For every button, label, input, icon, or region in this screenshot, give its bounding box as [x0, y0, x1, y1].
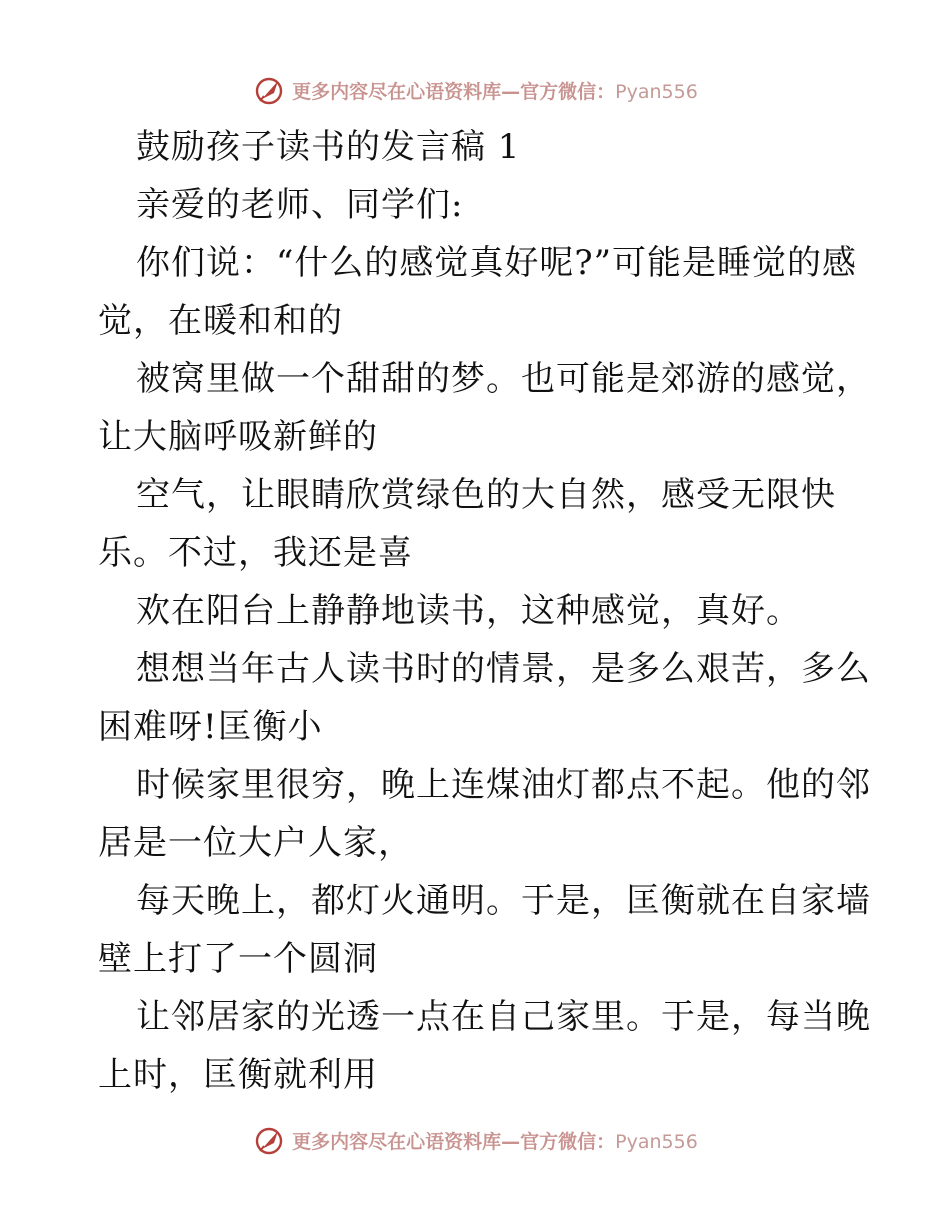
footer-banner	[0, 1120, 950, 1160]
text-line: 壁上打了一个圆洞	[98, 939, 378, 979]
banner-text: 更多内容尽在心语资料库—官方微信：Pyan556	[292, 1130, 698, 1153]
wechat-id: Pyan556	[615, 1130, 698, 1153]
text-line: 让邻居家的光透一点在自己家里。于是，每当晚	[136, 997, 871, 1037]
text-line: 困难呀!匡衡小	[98, 707, 323, 747]
text-line: 让大脑呼吸新鲜的	[98, 417, 378, 457]
text-line: 每天晚上，都灯火通明。于是，匡衡就在自家墙	[136, 881, 871, 921]
text-line: 空气，让眼睛欣赏绿色的大自然，感受无限快	[136, 475, 836, 515]
text-line: 乐。不过，我还是喜	[98, 533, 413, 573]
quill-pen-logo-icon	[252, 73, 286, 107]
text-line: 你们说：“什么的感觉真好呢?”可能是睡觉的感	[136, 243, 857, 283]
text-line: 居是一位大户人家，	[98, 823, 413, 863]
text-line: 被窝里做一个甜甜的梦。也可能是郊游的感觉，	[136, 359, 871, 399]
text-line: 想想当年古人读书时的情景，是多么艰苦，多么	[136, 649, 871, 689]
header-banner	[0, 70, 950, 110]
text-line: 觉，在暖和和的	[98, 301, 343, 341]
document-body	[98, 118, 871, 1104]
text-line: 亲爱的老师、同学们:	[136, 185, 464, 225]
text-line: 上时，匡衡就利用	[98, 1055, 378, 1095]
text-line: 时候家里很穷，晚上连煤油灯都点不起。他的邻	[136, 765, 871, 805]
text-line: 欢在阳台上静静地读书，这种感觉，真好。	[136, 591, 801, 631]
quill-pen-logo-icon	[252, 1123, 286, 1157]
document-title: 鼓励孩子读书的发言稿 1	[136, 127, 521, 167]
wechat-id: Pyan556	[615, 80, 698, 103]
banner-text: 更多内容尽在心语资料库—官方微信：Pyan556	[292, 80, 698, 103]
